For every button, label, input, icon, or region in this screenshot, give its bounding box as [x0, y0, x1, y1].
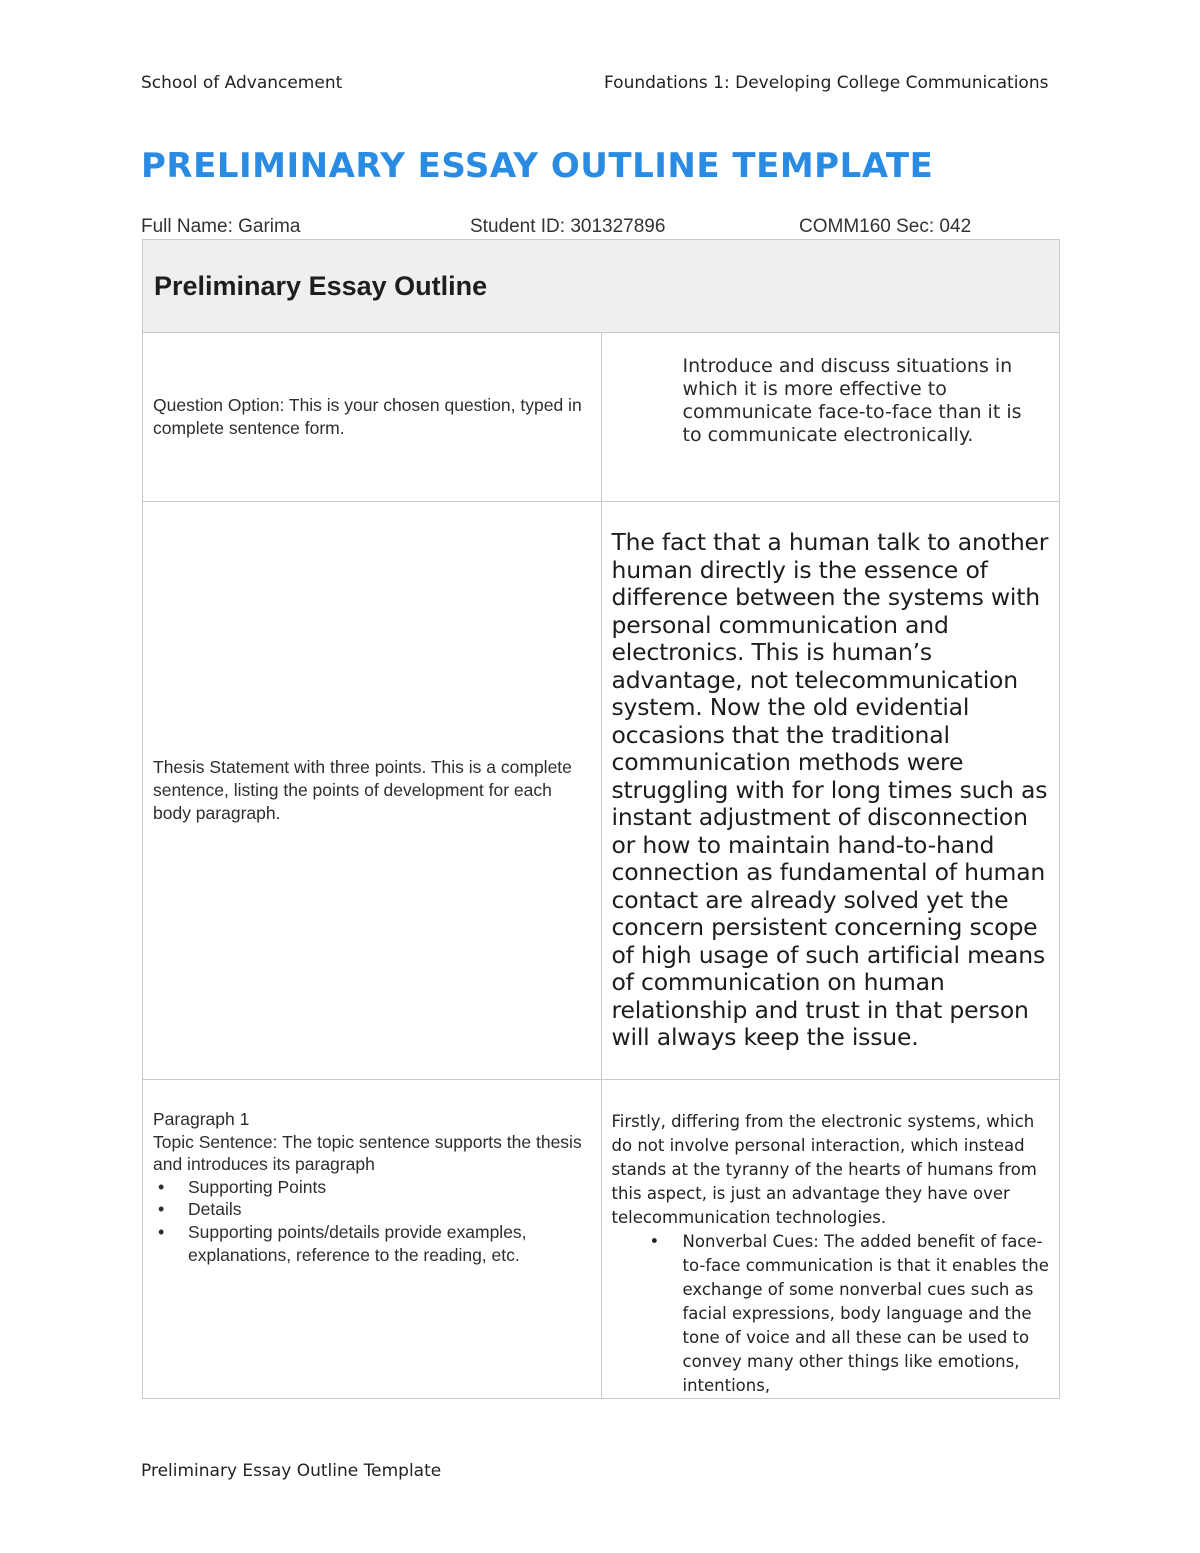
outline-table — [142, 239, 1060, 1399]
paragraph1-answer — [602, 1110, 1060, 1398]
page-header-left: School of Advancement — [141, 73, 343, 93]
page-footer: Preliminary Essay Outline Template — [141, 1461, 442, 1481]
outline-heading: Preliminary Essay Outline — [154, 270, 488, 301]
list-item: • Details — [188, 1198, 591, 1221]
paragraph1-answer-list — [612, 1230, 1050, 1398]
student-name: Full Name: Garima — [141, 216, 301, 237]
question-label: Question Option: This is your chosen question, typed in complete sentence form. — [153, 395, 582, 438]
paragraph1-answer-cell — [601, 1080, 1060, 1399]
paragraph1-guidance — [143, 1108, 601, 1266]
list-item: • Supporting Points — [188, 1176, 591, 1199]
outline-header-cell — [143, 240, 1060, 333]
list-item: • Supporting points/details provide examples, explanations, reference to the reading, etc. — [188, 1221, 591, 1266]
student-id: Student ID: 301327896 — [470, 216, 666, 237]
paragraph1-guidance-list — [153, 1176, 591, 1266]
paragraph1-row — [143, 1080, 1060, 1399]
page-header-right: Foundations 1: Developing College Communications — [604, 73, 1049, 93]
thesis-label: Thesis Statement with three points. This is a complete sentence, listing the points of development for each body paragraph. — [153, 757, 572, 823]
thesis-answer: The fact that a human talk to another human directly is the essence of difference between the systems with personal communication and electronics. This is human’s advantage, not telecommunication system. Now the old evidential occasions that the traditional communication methods were struggling with for long times such as instant adjustment of disconnection or how to maintain hand-to-hand connection as fundamental of human contact are already solved yet the concern persistent concerning scope of high usage of such artificial means of communication on human relationship and trust in that person will always keep the issue. — [611, 528, 1049, 1052]
outline-header-row — [143, 240, 1060, 333]
question-answer: Introduce and discuss situations in which it is more effective to communicate face-to-face than it is to communicate electronically. — [682, 355, 1022, 446]
question-label-cell — [143, 333, 602, 502]
paragraph1-label-cell — [143, 1080, 602, 1399]
paragraph1-topic-sentence: Firstly, differing from the electronic systems, which do not involve personal interaction, which instead stands at the tyranny of the hearts of humans from this aspect, is just an advantage they have over telecommunication technologies. — [611, 1112, 1037, 1227]
document-title: PRELIMINARY ESSAY OUTLINE TEMPLATE — [141, 146, 934, 186]
thesis-answer-cell — [601, 502, 1060, 1080]
paragraph1-title: Paragraph 1 — [153, 1109, 250, 1129]
paragraph1-topic-guidance: Topic Sentence: The topic sentence supports the thesis and introduces its paragraph — [153, 1131, 582, 1175]
thesis-row — [143, 502, 1060, 1080]
question-row — [143, 333, 1060, 502]
list-item: • Nonverbal Cues: The added benefit of face-to-face communication is that it enables the exchange of some nonverbal cues such as facial expressions, body language and the tone of voice and all these can be used to convey many other things like emotions, intentions, — [683, 1230, 1050, 1398]
course-section: COMM160 Sec: 042 — [799, 216, 972, 237]
question-answer-cell — [601, 333, 1060, 502]
thesis-label-cell — [143, 502, 602, 1080]
